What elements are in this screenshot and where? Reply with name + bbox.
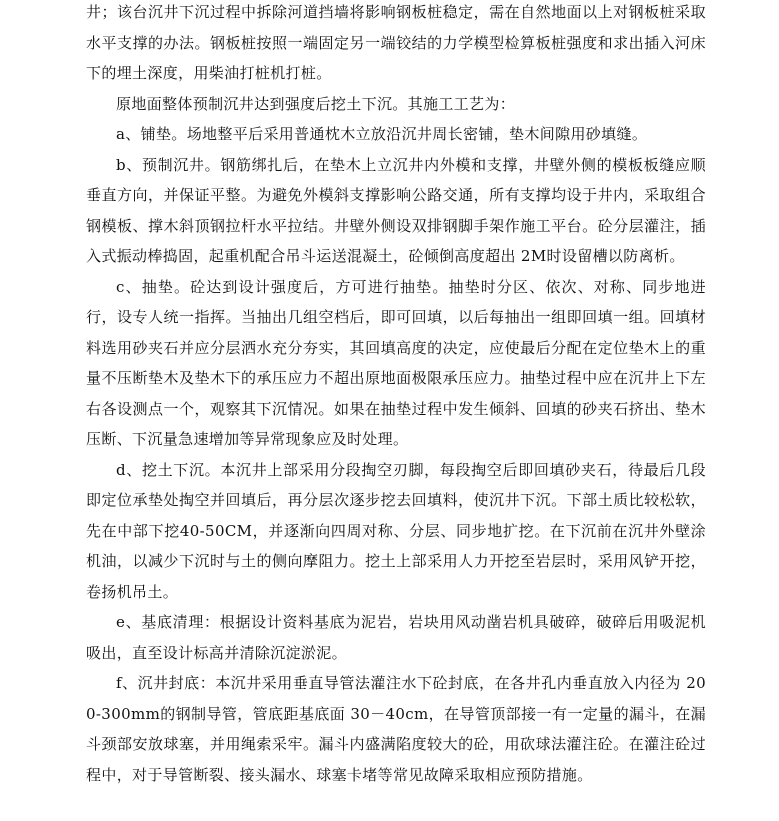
document-page <box>86 0 706 790</box>
paragraph-intro-continuation: 井；该台沉井下沉过程中拆除河道挡墙将影响钢板桩稳定，需在自然地面以上对钢板桩采取水平支撑的办法。钢板桩按照一端固定另一端铰结的力学模型检算板桩强度和求出插入河床下的埋土深度，用柴油打桩机打桩。 <box>86 3 706 82</box>
paragraph-step-f-sealing: f、沉井封底：本沉井采用垂直导管法灌注水下砼封底，在各井孔内垂直放入内径为 200-300mm的钢制导管，管底距基底面 30－40cm，在导管顶部接一有一定量的漏斗，在漏斗颈部安放球塞，并用绳索采牢。漏斗内盛满陷度较大的砼，用砍球法灌注砼。在灌注砼过程中，对于导管断裂、接头漏水、球塞卡堵等常见故障采取相应预防措施。 <box>86 674 706 784</box>
paragraph-step-c-remove-pads: c、抽垫。砼达到设计强度后，方可进行抽垫。抽垫时分区、依次、对称、同步地进行，设专人统一指挥。当抽出几组空档后，即可回填，以后每抽出一组即回填一组。回填材料选用砂夹石并应分层洒水充分夯实，其回填高度的决定，应使最后分配在定位垫木上的重量不压断垫木及垫木下的承压应力不超出原地面极限承压应力。抽垫过程中应在沉井上下左右各设测点一个，观察其下沉情况。如果在抽垫过程中发生倾斜、回填的砂夹石挤出、垫木压断、下沉量急速增加等异常现象应及时处理。 <box>86 277 706 448</box>
paragraph-step-d-excavate: d、挖土下沉。本沉井上部采用分段掏空刃脚，每段掏空后即回填砂夹石，待最后几段即定位承垫处掏空并回填后，再分层次逐步挖去回填料，使沉井下沉。下部土质比较松软，先在中部下挖40-50CM，并逐渐向四周对称、分层、同步地扩挖。在下沉前在沉井外壁涂机油，以减少下沉时与土的侧向摩阻力。挖土上部采用人力开挖至岩层时，采用风铲开挖，卷扬机吊土。 <box>86 460 706 601</box>
paragraph-step-e-base-cleaning: e、基底清理：根据设计资料基底为泥岩，岩块用风动凿岩机具破碎，破碎后用吸泥机吸出，直至设计标高并清除沉淀淤泥。 <box>86 613 706 662</box>
paragraph-process-overview: 原地面整体预制沉井达到强度后挖土下沉。其施工工艺为： <box>116 94 516 113</box>
paragraph-step-b-precast: b、预制沉井。钢筋绑扎后，在垫木上立沉井内外模和支撑，井壁外侧的模板板缝应顺垂直方向，并保证平整。为避免外模斜支撑影响公路交通，所有支撑均设于井内，采取组合钢模板、撑木斜顶钢拉杆水平拉结。井壁外侧设双排钢脚手架作施工平台。砼分层灌注，插入式振动棒捣固，起重机配合吊斗运送混凝土，砼倾倒高度超出 2M时设留槽以防离析。 <box>86 155 706 265</box>
paragraph-step-a-paving: a、铺垫。场地整平后采用普通枕木立放沿沉井周长密铺，垫木间隙用砂填缝。 <box>116 125 648 143</box>
